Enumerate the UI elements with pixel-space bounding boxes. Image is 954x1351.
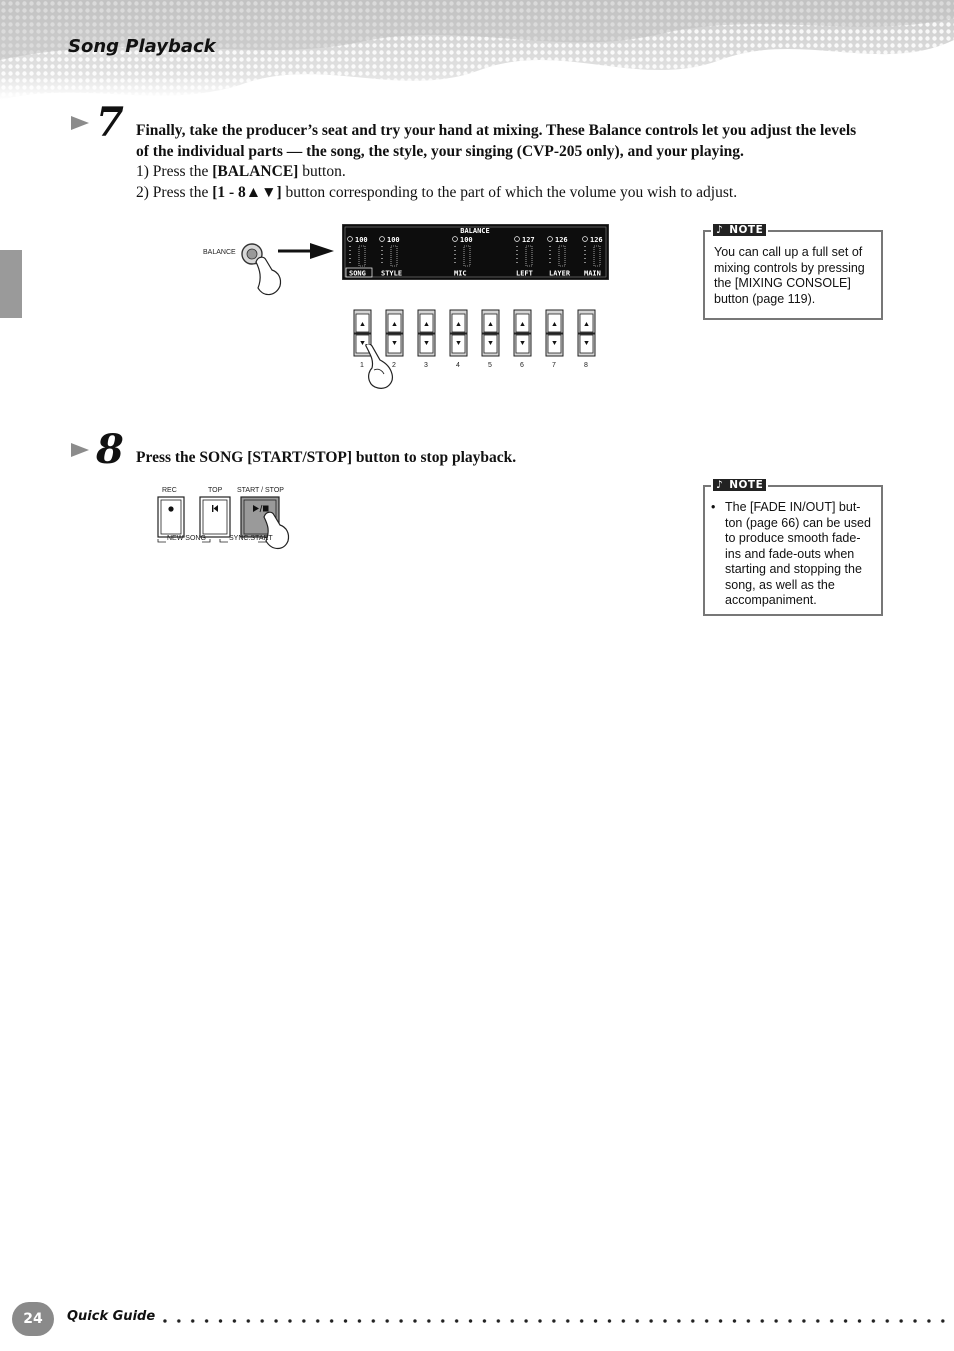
step-7-arrow-icon [71, 116, 89, 130]
part-button-number: 3 [424, 362, 428, 369]
lcd-balance-display [342, 224, 609, 280]
note-2-line: to produce smooth fade- [725, 531, 861, 545]
step-7-number: 7 [96, 99, 124, 146]
substep-1-bold: [BALANCE] [212, 163, 299, 180]
new-song-label: NEW SONG [167, 535, 206, 542]
step-8-number: 8 [96, 426, 124, 473]
pointing-hand-icon [256, 257, 281, 294]
song-controls-illustration [156, 495, 296, 565]
arrow-head-icon [310, 243, 334, 259]
footer-label: Quick Guide [67, 1309, 156, 1324]
note-2-line: accompaniment. [725, 593, 817, 607]
step-7-line-2: of the individual parts — the song, the style, your singing (CVP-205 only), and your playing. [136, 142, 744, 160]
step-7-substep-2 [136, 183, 856, 204]
note-box-2 [703, 479, 883, 616]
step-7-substep-1 [136, 162, 856, 183]
lcd-part-value: 100 [355, 236, 368, 244]
balance-button-center-icon [247, 249, 257, 259]
sync-start-label: SYNC.START [229, 535, 273, 542]
lcd-part-value: 126 [590, 236, 603, 244]
note-2-line: song, as well as the [725, 577, 835, 592]
substep-1-suffix: button. [298, 163, 346, 180]
part-button-number: 7 [552, 362, 556, 369]
note-label-text-2: NOTE [726, 479, 766, 491]
lcd-title: BALANCE [460, 227, 490, 235]
note-label-1 [711, 223, 768, 237]
substep-2-prefix: 2) Press the [136, 183, 213, 201]
start-stop-label: START / STOP [237, 487, 284, 494]
part-button-number: 1 [360, 362, 364, 369]
lcd-part-value: 100 [387, 236, 400, 244]
bullet-icon: • [711, 500, 716, 514]
footer-dot-leader [158, 1319, 954, 1323]
step-8-arrow-icon [71, 443, 89, 457]
lcd-part-name: SONG [349, 269, 366, 278]
section-title: Song Playback [68, 36, 216, 57]
step-7-line-1: Finally, take the producer’s seat and try your hand at mixing. These Balance controls let you adjust the levels [136, 122, 857, 139]
lcd-part-value: 126 [555, 236, 568, 244]
part-button-7[interactable] [546, 310, 563, 356]
balance-button-illustration [238, 240, 338, 300]
note-label-2 [711, 478, 768, 492]
part-button-5[interactable] [482, 310, 499, 356]
note-label-text-1: NOTE [726, 224, 766, 236]
part-button-8[interactable] [578, 310, 595, 356]
substep-2-bold: [1 - 8▲▼] [212, 183, 282, 201]
lcd-part-name: STYLE [381, 269, 403, 278]
part-button-number: 2 [392, 362, 396, 369]
note-2-line: The [FADE IN/OUT] but- [725, 500, 861, 514]
substep-1-prefix: 1) Press the [136, 163, 213, 180]
stop-icon [263, 506, 269, 512]
part-button-number: 6 [520, 362, 524, 369]
pointing-hand-start-icon [264, 512, 289, 548]
rec-label: REC [162, 487, 177, 494]
part-button-number: 8 [584, 362, 588, 369]
lcd-part-name: MIC [454, 269, 467, 278]
balance-button-label: BALANCE [203, 249, 236, 256]
page-number: 24 [12, 1302, 54, 1336]
step-7-instruction [136, 121, 856, 203]
note-2-line: starting and stopping the [725, 562, 862, 576]
top-button[interactable] [200, 497, 230, 537]
note-1-line: mixing controls by pressing [714, 260, 865, 275]
top-icon [212, 505, 213, 512]
note-2-line: ins and fade-outs when [725, 546, 855, 561]
note-icon: ♪ [713, 479, 726, 491]
lcd-part-name: LAYER [549, 269, 571, 278]
note-1-line: You can call up a full set of [714, 245, 863, 259]
rec-icon [168, 506, 173, 511]
pointing-hand-buttons-icon [360, 344, 400, 392]
note-2-line: ton (page 66) can be used [725, 515, 871, 530]
lcd-part-name: LEFT [516, 269, 533, 278]
substep-2-suffix: button corresponding to the part of which the volume you wish to adjust. [281, 183, 738, 201]
note-2-text [711, 500, 871, 609]
lcd-part-value: 100 [460, 236, 473, 244]
part-button-number: 5 [488, 362, 492, 369]
side-tab [0, 250, 22, 318]
rec-button[interactable] [158, 497, 184, 537]
part-button-3[interactable] [418, 310, 435, 356]
note-1-text [714, 245, 865, 307]
note-1-line: the [MIXING CONSOLE] [714, 276, 851, 290]
lcd-part-value: 127 [522, 236, 535, 244]
step-8-instruction-text: Press the SONG [START/STOP] button to stop playback. [136, 449, 517, 466]
note-box-1 [703, 224, 883, 320]
note-icon: ♪ [713, 224, 726, 236]
step-8-instruction [136, 448, 516, 469]
lcd-part-name: MAIN [584, 269, 601, 278]
part-button-4[interactable] [450, 310, 467, 356]
note-1-line: button (page 119). [714, 291, 816, 306]
top-label: TOP [208, 487, 223, 494]
part-button-6[interactable] [514, 310, 531, 356]
part-button-number: 4 [456, 362, 460, 369]
note-2-bullet [711, 500, 871, 609]
